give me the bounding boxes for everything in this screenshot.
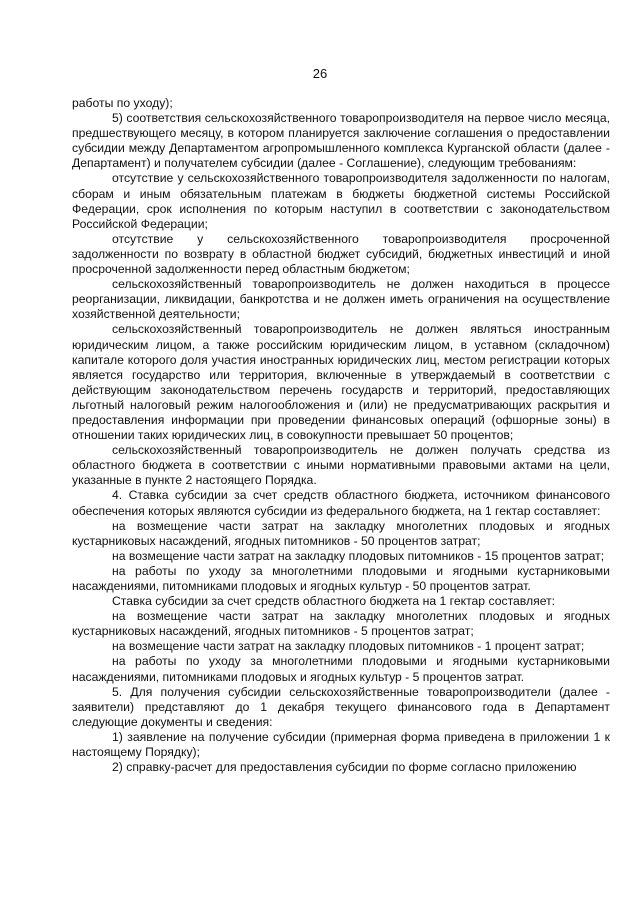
paragraph: на работы по уходу за многолетними плодовыми и ягодными кустарниковыми насаждениями, питомниками плодовых и ягодных культур - 5 процентов затрат. <box>72 654 610 684</box>
paragraph: отсутствие у сельскохозяйственного товаропроизводителя задолженности по налогам, сборам и иным обязательным платежам в бюджеты бюджетной системы Российской Федерации, срок исполнения по которым наступил в соответствии с законодательством Российской Федерации; <box>72 171 610 231</box>
paragraph: 1) заявление на получение субсидии (примерная форма приведена в приложении 1 к настоящему Порядку); <box>72 729 610 760</box>
paragraph: работы по уходу); <box>72 96 173 110</box>
paragraph: отсутствие у сельскохозяйственного товаропроизводителя просроченной задолженности по возврату в областной бюджет субсидий, бюджетных инвестиций и иной просроченной задолженности перед областным бюджетом; <box>72 231 610 277</box>
paragraph: сельскохозяйственный товаропроизводитель не должен получать средства из областного бюджета в соответствии с иными нормативными правовыми актами на цели, указанные в пункте 2 настоящего Порядка. <box>72 443 610 488</box>
paragraph: 4. Ставка субсидии за счет средств областного бюджета, источником финансового обеспечения которых являются субсидии из федерального бюджета, на 1 гектар составляет: <box>72 488 610 518</box>
paragraph: сельскохозяйственный товаропроизводитель не должен являться иностранным юридическим лицом, а также российским юридическим лицом, в уставном (складочном) капитале которого доля участия иностранных юридических лиц, местом регистрации которых является государство или территория, включенные в утверждаемый в соответствии с действующим законодательством перечень государств и территорий, предоставляющих льготный налоговый режим налогообложения и (или) не предусматривающих раскрытия и предоставления информации при проведении финансовых операций (офшорные зоны) в отношении таких юридических лиц, в совокупности превышает 50 процентов; <box>72 322 610 443</box>
paragraph: 2) справку-расчет для предоставления субсидии по форме согласно приложению <box>112 760 577 775</box>
paragraph: на возмещение части затрат на закладку многолетних плодовых и ягодных кустарниковых насаждений, ягодных питомников - 50 процентов затрат; <box>72 518 610 548</box>
paragraph: на возмещение части затрат на закладку многолетних плодовых и ягодных кустарниковых насаждений, ягодных питомников - 5 процентов затрат; <box>72 609 610 639</box>
paragraph: 5) соответствия сельскохозяйственного товаропроизводителя на первое число месяца, предшествующего месяцу, в котором планируется заключение соглашения о предоставлении субсидии между Департаментом агропромышленного комплекса Курганской области (далее - Департамент) и получателем субсидии (далее - Соглашение), следующим требованиям: <box>72 111 610 171</box>
paragraph: Ставка субсидии за счет средств областного бюджета на 1 гектар составляет: <box>112 594 556 609</box>
paragraph: на возмещение части затрат на закладку плодовых питомников - 1 процент затрат; <box>112 639 585 654</box>
page-number: 26 <box>312 66 328 81</box>
paragraph: 5. Для получения субсидии сельскохозяйственные товаропроизводители (далее - заявители) представляют до 1 декабря текущего финансового года в Департамент следующие документы и сведения: <box>72 684 610 729</box>
paragraph: сельскохозяйственный товаропроизводитель не должен находиться в процессе реорганизации, ликвидации, банкротства и не должен иметь ограничения на осуществление хозяйственной деятельности; <box>72 277 610 322</box>
paragraph: на возмещение части затрат на закладку плодовых питомников - 15 процентов затрат; <box>112 548 605 563</box>
document-body <box>72 96 610 775</box>
paragraph: на работы по уходу за многолетними плодовыми и ягодными кустарниковыми насаждениями, питомниками плодовых и ягодных культур - 50 процентов затрат. <box>72 563 610 593</box>
